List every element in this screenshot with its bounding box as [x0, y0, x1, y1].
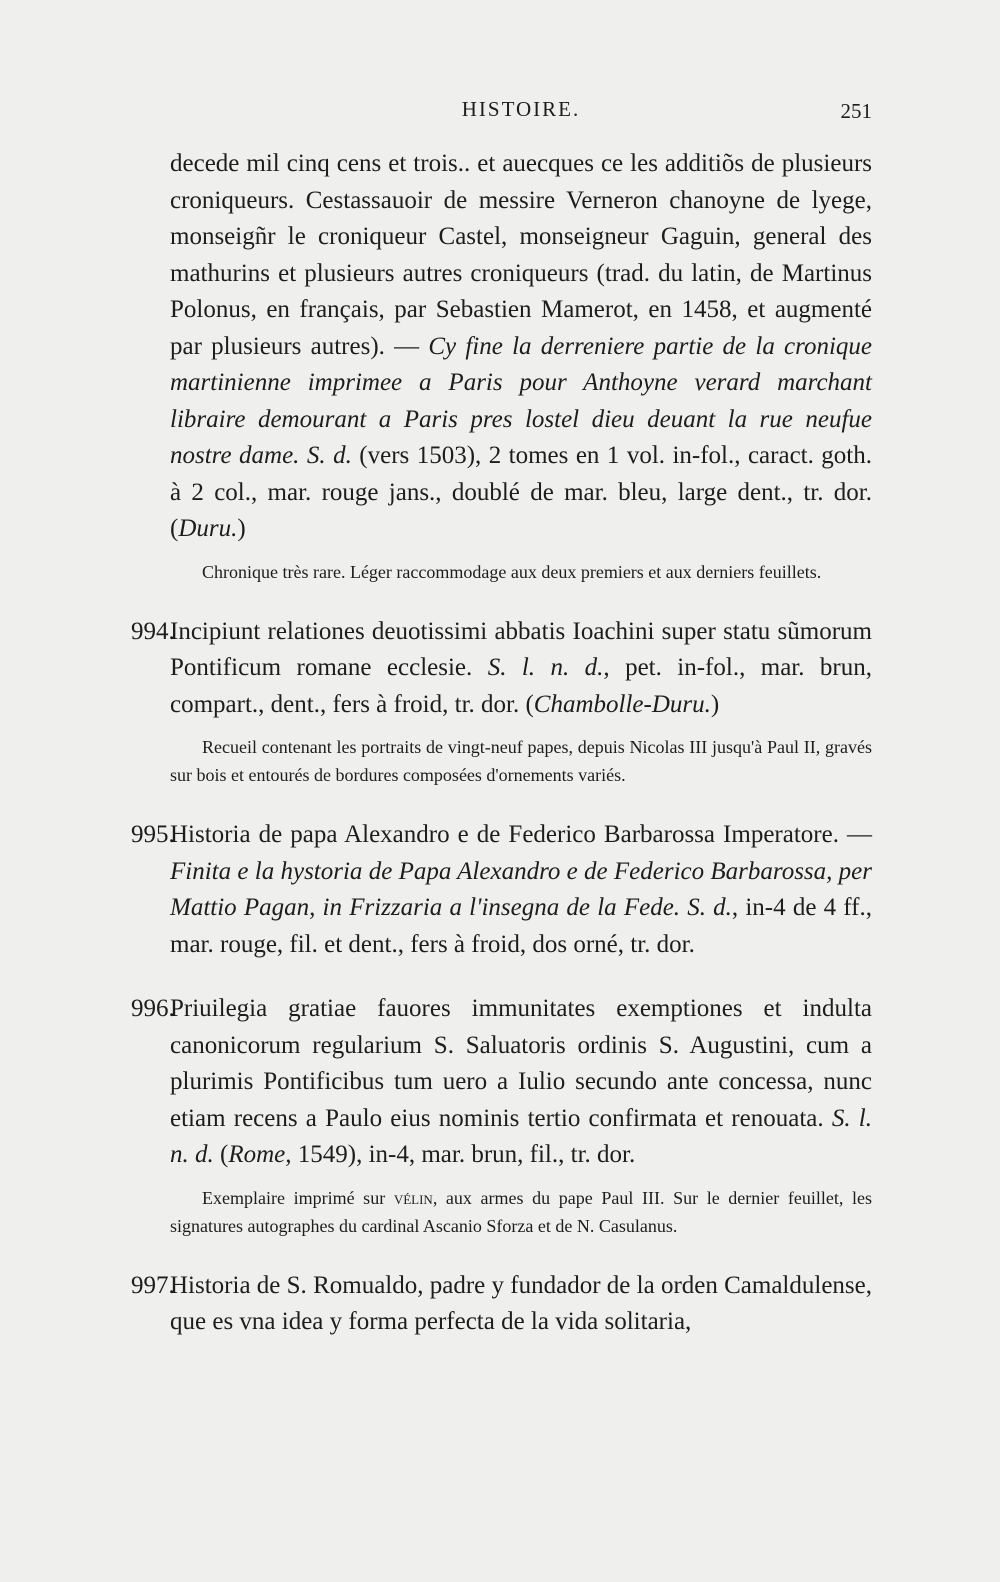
entry-number: 994. — [131, 617, 175, 645]
entry-997 — [131, 1268, 872, 1341]
text-segment-italic: Rome, — [228, 1141, 292, 1168]
text-segment: Incipiunt relationes deuotissimi abbatis Ioachini super statu sũmorum Pontificum romane ecclesie. — [170, 617, 872, 681]
page-number: 251 — [840, 99, 872, 123]
running-title: HISTOIRE. — [461, 97, 581, 121]
entry-text — [170, 1268, 872, 1341]
text-segment-italic: Cy fine la derreniere partie de la cronique martinienne imprimee a Paris pour Anthoyne verard marchant libraire demourant a Paris pres lostel dieu deuant la rue neufue nostre dame. S. d. — [170, 332, 872, 469]
continued-entry — [170, 146, 872, 586]
entry-number: 995. — [131, 821, 175, 848]
entry-note: Recueil contenant les portraits de vingt-neuf papes, depuis Nicolas III jusqu'à Paul II, gravés sur bois et entourés de bordures composées d'ornements variés. — [170, 737, 872, 785]
text-segment: Priuilegia gratiae fauores immunitates exemptiones et indulta canonicorum regularium S. Saluatoris ordinis S. Augustini, cum a plurimis Pontificibus tum uero a Iulio secundo ante concessa, nunc etiam recens a Paulo eius nominis tertio confirmata et renouata. — [170, 995, 872, 1132]
entry-text — [170, 991, 872, 1174]
text-segment: , pet. in-fol., mar. brun, compart., dent., fers à froid, tr. dor. ( — [170, 654, 872, 718]
continued-entry-note: Chronique très rare. Léger raccommodage aux deux premiers et aux derniers feuillets. — [202, 561, 822, 582]
text-segment: ) — [237, 515, 246, 542]
entry-number: 997. — [131, 1271, 175, 1299]
text-segment: ( — [213, 1141, 229, 1168]
entry-number: 996. — [131, 995, 175, 1022]
entry-text — [170, 614, 872, 724]
entry-note — [170, 1184, 872, 1240]
note-segment: , aux armes du pape Paul III. Sur le dernier feuillet, les signatures autographes du cardinal Ascanio Sforza et de N. Casulanus. — [170, 1187, 872, 1236]
continued-entry-text — [170, 146, 872, 548]
page-content — [131, 146, 873, 1341]
text-segment-italic: Duru. — [178, 515, 238, 542]
note-segment-small-caps: vélin — [393, 1187, 433, 1208]
text-segment-italic: Chambolle-Duru. — [533, 690, 711, 718]
text-segment: 1549), in-4, mar. brun, fil., tr. dor. — [291, 1141, 636, 1168]
page-header — [170, 97, 872, 137]
text-segment: Historia de S. Romualdo, padre y fundador de la orden Camaldulense, que es vna idea y forma perfecta de la vida solitaria, — [170, 1271, 872, 1335]
text-segment: ) — [710, 690, 720, 718]
text-segment: (vers 1503), 2 tomes en 1 vol. in-fol., caract. goth. à 2 col., mar. rouge jans., doublé de mar. bleu, large dent., tr. dor. ( — [170, 442, 873, 542]
entry-text — [170, 817, 872, 963]
text-segment-italic: S. l. n. d. — [170, 1104, 872, 1168]
text-segment-italic: Finita e la hystoria de Papa Alexandro e de Federico Barbarossa, per Mattio Pagan, in Frizzaria a l'insegna de la Fede. S. d. — [170, 857, 872, 921]
note-segment: Exemplaire imprimé sur — [202, 1187, 394, 1208]
entry-996 — [131, 991, 872, 1240]
text-segment: , in-4 de 4 ff., mar. rouge, fil. et dent., fers à froid, dos orné, tr. dor. — [170, 894, 872, 958]
entry-994 — [131, 614, 872, 790]
entry-995 — [131, 817, 872, 963]
text-segment: Historia de papa Alexandro e de Federico Barbarossa Imperatore. — — [170, 821, 872, 848]
text-segment: decede mil cinq cens et trois.. et auecques ce les additiõs de plusieurs croniqueurs. Cestassauoir de messire Verneron chanoyne de lyege, monseigñr le croniqueur Castel, monseigneur Gaguin, general des mathurins et plusieurs autres croniqueurs (trad. du latin, de Martinus Polonus, en français, par Sebastien Mamerot, en 1458, et augmenté par plusieurs autres). — — [170, 150, 872, 360]
text-segment-italic: S. l. n. d. — [487, 654, 604, 681]
